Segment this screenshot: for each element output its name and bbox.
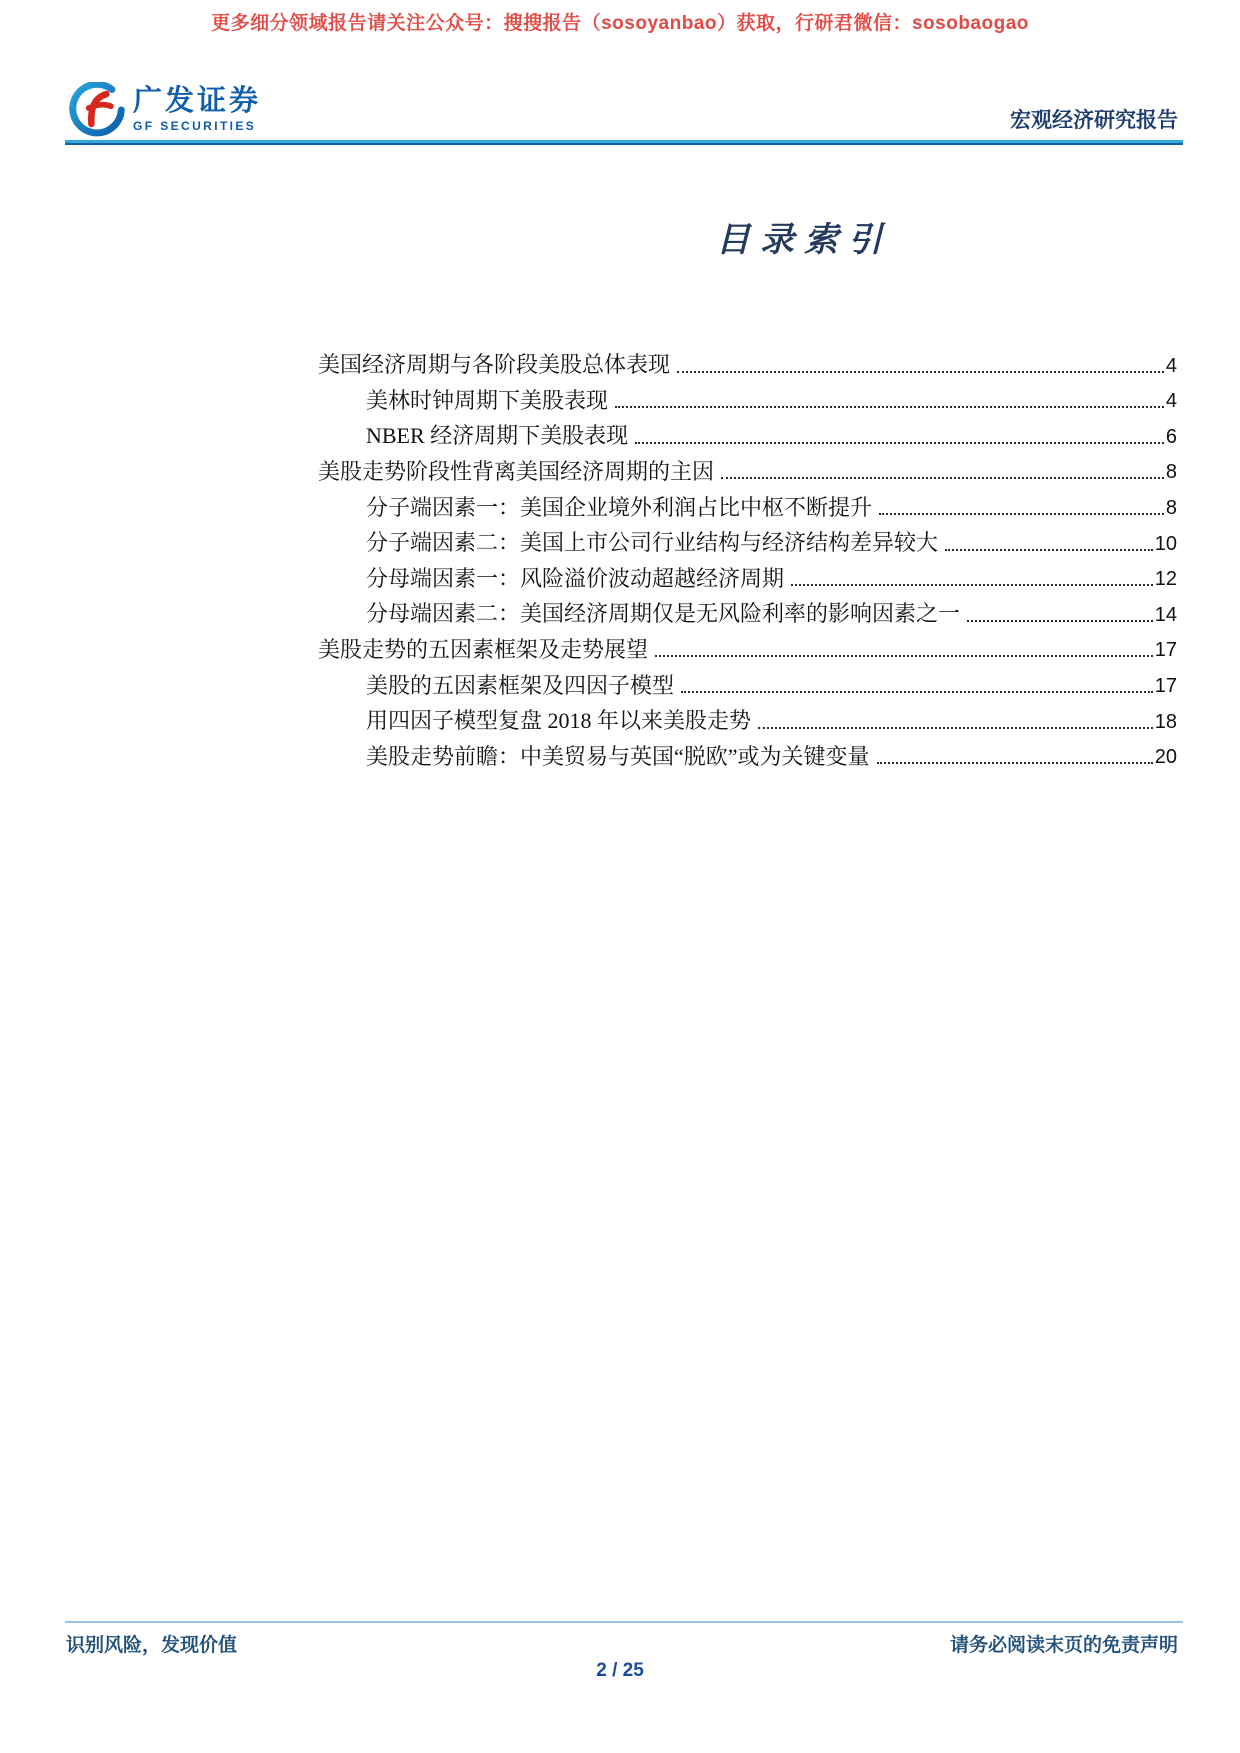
toc-dot-leader xyxy=(967,620,1153,622)
toc-dot-leader xyxy=(681,691,1153,693)
toc-entry-label: 分母端因素一：风险溢价波动超越经济周期 xyxy=(366,565,785,591)
toc-dot-leader xyxy=(791,584,1153,586)
toc-entry-label: 美股的五因素框架及四因子模型 xyxy=(366,672,675,698)
table-of-contents xyxy=(318,342,1177,769)
toc-dot-leader xyxy=(677,371,1164,373)
toc-entry-page: 8 xyxy=(1165,461,1177,484)
report-type-label: 宏观经济研究报告 xyxy=(1010,109,1178,132)
toc-entry[interactable] xyxy=(318,484,1177,520)
toc-entry-label: 美股走势前瞻：中美贸易与英国“脱欧”或为关键变量 xyxy=(366,743,870,769)
toc-entry-page: 12 xyxy=(1154,568,1177,591)
toc-dot-leader xyxy=(615,406,1164,408)
company-logo xyxy=(69,82,261,138)
toc-dot-leader xyxy=(655,655,1153,657)
toc-entry[interactable] xyxy=(318,627,1177,663)
toc-dot-leader xyxy=(635,442,1164,444)
promo-notice: 更多细分领域报告请关注公众号：搜搜报告（sosoyanbao）获取，行研君微信：sosobaogao xyxy=(211,13,1029,34)
toc-entry[interactable] xyxy=(318,449,1177,485)
toc-dot-leader xyxy=(879,513,1164,515)
toc-title: 目录索引 xyxy=(716,222,892,259)
toc-entry-page: 14 xyxy=(1154,603,1177,626)
toc-entry-page: 17 xyxy=(1154,674,1177,697)
toc-entry-page: 10 xyxy=(1154,532,1177,555)
toc-entry[interactable] xyxy=(318,520,1177,556)
toc-entry-label: 美股走势的五因素框架及走势展望 xyxy=(318,637,649,663)
toc-dot-leader xyxy=(758,727,1153,729)
footer-divider xyxy=(65,1621,1183,1623)
toc-entry[interactable] xyxy=(318,698,1177,734)
toc-entry-page: 8 xyxy=(1165,496,1177,519)
toc-entry-label: NBER 经济周期下美股表现 xyxy=(366,423,629,449)
toc-entry[interactable] xyxy=(318,734,1177,770)
toc-entry[interactable] xyxy=(318,662,1177,698)
toc-entry[interactable] xyxy=(318,556,1177,592)
toc-entry-label: 用四因子模型复盘 2018 年以来美股走势 xyxy=(366,708,752,734)
toc-entry-page: 20 xyxy=(1154,746,1177,769)
toc-entry-label: 分母端因素二：美国经济周期仅是无风险利率的影响因素之一 xyxy=(366,601,961,627)
toc-entry-label: 分子端因素二：美国上市公司行业结构与经济结构差异较大 xyxy=(366,530,939,556)
toc-entry-label: 分子端因素一：美国企业境外利润占比中枢不断提升 xyxy=(366,494,873,520)
toc-entry-page: 6 xyxy=(1165,425,1177,448)
toc-dot-leader xyxy=(945,549,1153,551)
page-number-indicator: 2 / 25 xyxy=(596,1660,644,1681)
toc-entry-page: 4 xyxy=(1165,354,1177,377)
toc-entry-label: 美国经济周期与各阶段美股总体表现 xyxy=(318,352,671,378)
gf-securities-logo-icon xyxy=(69,82,125,138)
toc-entry[interactable] xyxy=(318,342,1177,378)
brand-name-en: GF SECURITIES xyxy=(133,119,257,134)
toc-entry[interactable] xyxy=(318,591,1177,627)
brand-text xyxy=(133,86,261,133)
toc-entry-page: 4 xyxy=(1165,390,1177,413)
footer-disclaimer-note: 请务必阅读末页的免责声明 xyxy=(949,1635,1178,1656)
toc-dot-leader xyxy=(721,477,1164,479)
brand-name-cn: 广发证券 xyxy=(133,85,262,118)
toc-entry-label: 美股走势阶段性背离美国经济周期的主因 xyxy=(318,459,715,485)
footer-slogan: 识别风险，发现价值 xyxy=(66,1635,238,1656)
header-divider xyxy=(65,140,1183,145)
toc-entry-page: 18 xyxy=(1154,710,1177,733)
toc-entry[interactable] xyxy=(318,413,1177,449)
toc-entry-label: 美林时钟周期下美股表现 xyxy=(366,387,609,413)
toc-entry-page: 17 xyxy=(1154,639,1177,662)
toc-dot-leader xyxy=(877,762,1153,764)
toc-entry[interactable] xyxy=(318,378,1177,414)
